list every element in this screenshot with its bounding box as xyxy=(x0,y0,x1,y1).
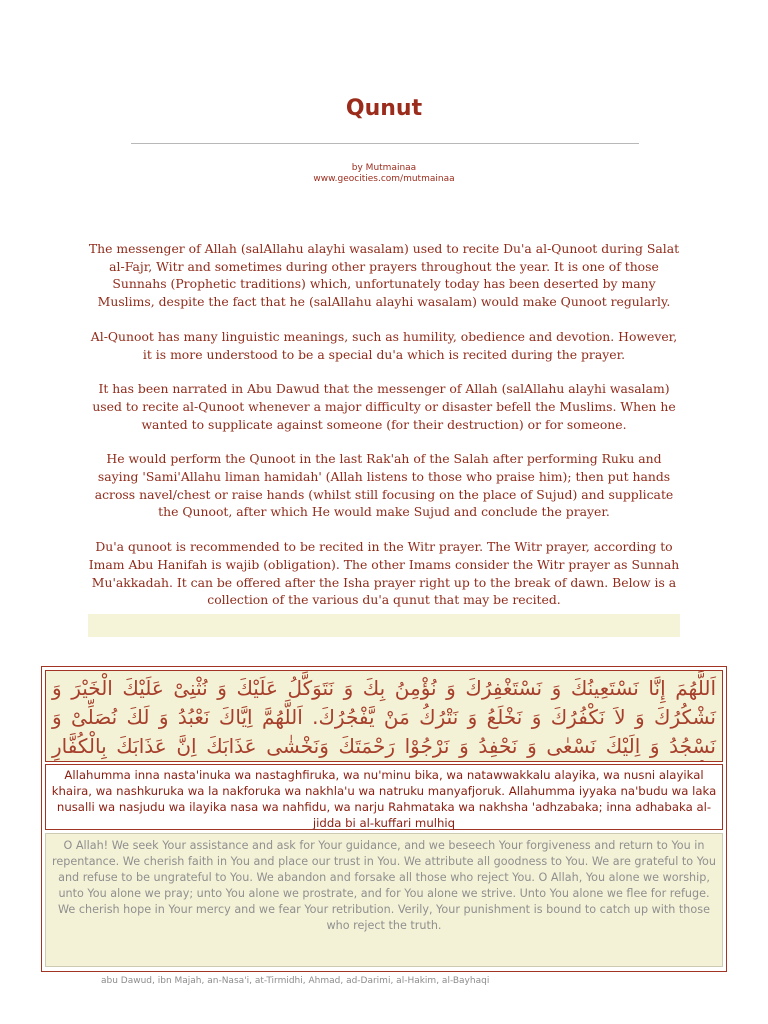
page-title: Qunut xyxy=(345,96,423,121)
byline xyxy=(0,163,768,185)
dua-transliteration: Allahumma inna nasta'inuka wa nastaghfiruka, wa nu'minu bika, wa natawwakkalu alayika, wa nusni alayikal khaira, wa nashkuruka wa la nakforuka wa nakhla'u wa natruku manyafjoruk. Allahumma iyyaka na'budu wa laka nusalli wa nasjudu wa ilayika nasa wa nahfidu, wa narju Rahmataka wa nakhsha 'adhzabaka; inna adhabaka al-jidda bi al-kuffari mulhiq xyxy=(45,764,723,830)
intro-paragraph: He would perform the Qunoot in the last Rak'ah of the Salah after performing Ruku and saying 'Sami'Allahu liman hamidah' (Allah listens to those who praise him); then put hands across navel/chest or raise hands (whilst still focusing on the place of Sujud) and supplicate the Qunoot, after which He would make Sujud and conclude the prayer. xyxy=(94,451,674,520)
dua-translation: O Allah! We seek Your assistance and ask for Your guidance, and we beseech Your forgiveness and return to You in repentance. We cherish faith in You and place our trust in You. We attribute all goodness to You. We are grateful to You and refuse to be ungrateful to You. We abandon and forsake all those who reject You. O Allah, You alone we worship, unto You alone we pray; unto You alone we prostrate, and for You alone we strive. Unto You alone we flee for refuge. We cherish hope in Your mercy and we fear Your retribution. Verily, Your punishment is bound to catch up with those who reject the truth. xyxy=(45,833,723,967)
intro-text xyxy=(88,240,680,626)
title-divider xyxy=(131,143,639,144)
author-credit: by Mutmainaa xyxy=(351,163,417,173)
hadith-sources: abu Dawud, ibn Majah, an-Nasa'i, at-Tirmidhi, Ahmad, ad-Darimi, al-Hakim, al-Bayhaqi xyxy=(101,976,490,986)
intro-paragraph: It has been narrated in Abu Dawud that the messenger of Allah (salAllahu alayhi wasalam) used to recite al-Qunoot whenever a major difficulty or disaster befell the Muslims. When he wanted to supplicate against someone (for their destruction) or for someone. xyxy=(92,381,676,432)
highlight-band xyxy=(88,614,680,637)
dua-arabic-text: اَللَّهُمَ إِنَّا نَسْتَعِينُكَ وَ نَسْتَغْفِرُكَ وَ نُؤْمِنُ بِكَ وَ نَتَوَكَّلُ عَلَيْكَ وَ نُثْنِىْ عَلَيْكَ الْخَيْرَ وَ نَشْكُرُكَ وَ لاَ نَكْفُرُكَ وَ نَخْلَعُ وَ نَتْرُكُ مَنْ يَّفْجُرُكَ. اَللَّهُمَّ اِيَّاكَ نَعْبُدُ وَ لَكَ نُصَلِّىْ وَ نَسْجُدُ وَ اِلَيْكَ نَسْعٰى وَ نَحْفِدُ وَ نَرْجُوْا رَحْمَتَكَ وَنَخْشٰى عَذَابَكَ اِنَّ عَذَابَكَ بِالْكُفَّارِ xyxy=(45,670,723,762)
intro-paragraph: The messenger of Allah (salAllahu alayhi wasalam) used to recite Du'a al-Qunoot during Salat al-Fajr, Witr and sometimes during other prayers throughout the year. It is one of those Sunnahs (Prophetic traditions) which, unfortunately today has been deserted by many Muslims, despite the fact that he (salAllahu alayhi wasalam) would make Qunoot regularly. xyxy=(88,241,680,310)
intro-paragraph: Al-Qunoot has many linguistic meanings, such as humility, obedience and devotion. However, it is more understood to be a special du'a which is recited during the prayer. xyxy=(90,328,678,362)
intro-paragraph: Du'a qunoot is recommended to be recited in the Witr prayer. The Witr prayer, according to Imam Abu Hanifah is wajib (obligation). The other Imams consider the Witr prayer as Sunnah Mu'akkadah. It can be offered after the Isha prayer right up to the break of dawn. Below is a collection of the various du'a qunut that may be recited. xyxy=(88,539,680,608)
website-credit: www.geocities.com/mutmainaa xyxy=(313,174,455,184)
